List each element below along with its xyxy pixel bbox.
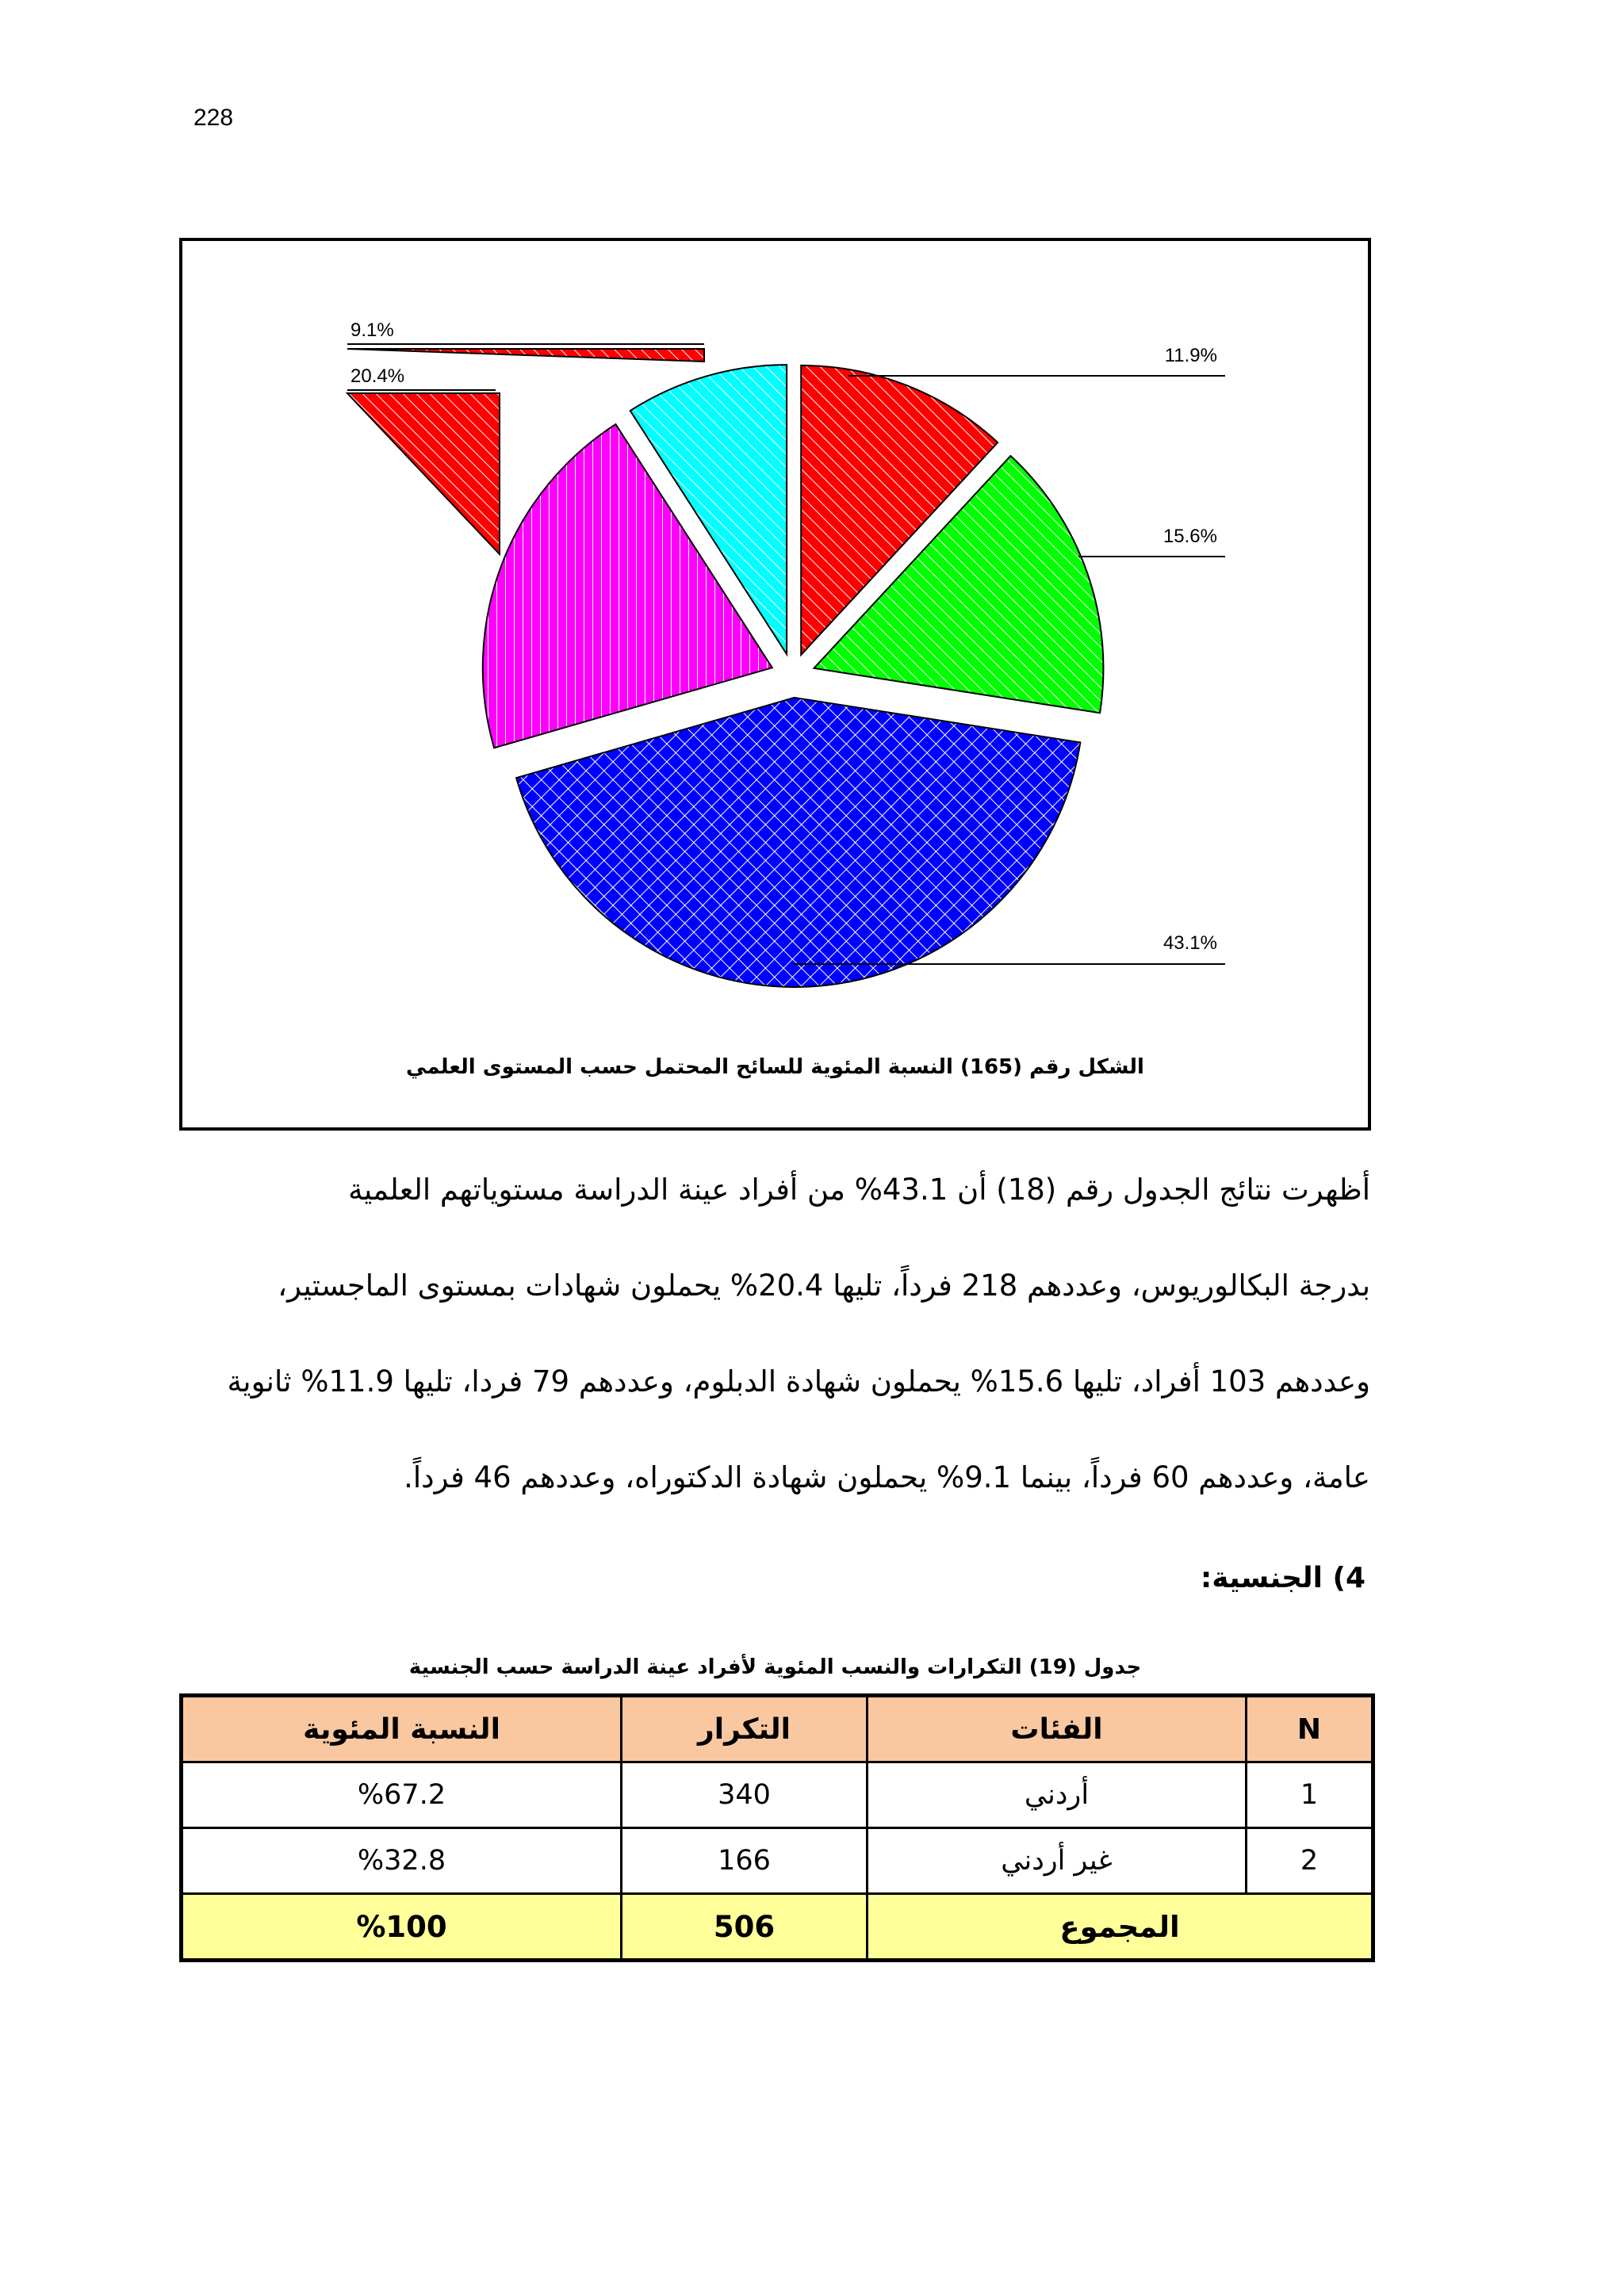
figure-frame	[179, 238, 1371, 1131]
table-cell: أردني	[868, 1762, 1247, 1828]
table-row	[182, 1762, 1373, 1828]
table-total-row	[182, 1894, 1373, 1961]
pie-chart	[182, 241, 1368, 1127]
body-paragraph	[190, 1142, 1370, 1525]
total-label: المجموع	[868, 1894, 1373, 1961]
table-caption: جدول (19) التكرارات والنسب المئوية لأفراد عينة الدراسة حسب الجنسية	[408, 1655, 1142, 1679]
figure-caption: الشكل رقم (165) النسبة المئوية للسائح المحتمل حسب المستوى العلمي	[406, 1055, 1144, 1079]
header-cell: N	[1247, 1696, 1373, 1762]
table-cell: %32.8	[182, 1828, 622, 1894]
pie-slice	[516, 698, 1080, 987]
paragraph-line: أظهرت نتائج الجدول رقم (18) أن 43.1% من أفراد عينة الدراسة مستوياتهم العلمية	[348, 1173, 1370, 1207]
slice-label: 11.9%	[1164, 345, 1217, 366]
header-cell: الفئات	[868, 1696, 1247, 1762]
slice-label: 15.6%	[1162, 526, 1217, 547]
table-cell: 1	[1247, 1762, 1373, 1828]
pie-slice-fragment	[347, 393, 500, 554]
slice-label: 9.1%	[350, 320, 394, 341]
table-header-row	[182, 1696, 1373, 1762]
table-cell: 2	[1247, 1828, 1373, 1894]
paragraph-line: بدرجة البكالوريوس، وعددهم 218 فرداً، تليها 20.4% يحملون شهادات بمستوى الماجستير،	[278, 1269, 1370, 1303]
paragraph-line: عامة، وعددهم 60 فرداً، بينما 9.1% يحملون شهادة الدكتوراه، وعددهم 46 فرداً.	[404, 1460, 1370, 1494]
paragraph-line: وعددهم 103 أفراد، تليها 15.6% يحملون شهادة الدبلوم، وعددهم 79 فردا، تليها 11.9% ثانوية	[227, 1364, 1370, 1399]
pie-slice-fragment	[347, 349, 704, 362]
nationality-table	[179, 1693, 1375, 1962]
table-cell: غير أردني	[868, 1828, 1247, 1894]
table-row	[182, 1828, 1373, 1894]
header-cell: التكرار	[622, 1696, 868, 1762]
page-number: 228	[193, 105, 234, 131]
total-percent: %100	[182, 1894, 622, 1961]
section-heading: 4) الجنسية:	[1200, 1562, 1365, 1594]
slice-label: 43.1%	[1162, 932, 1217, 954]
header-cell: النسبة المئوية	[182, 1696, 622, 1762]
slice-label: 20.4%	[350, 365, 405, 387]
table-cell: 166	[622, 1828, 868, 1894]
table-cell: %67.2	[182, 1762, 622, 1828]
table-cell: 340	[622, 1762, 868, 1828]
total-count: 506	[622, 1894, 868, 1961]
